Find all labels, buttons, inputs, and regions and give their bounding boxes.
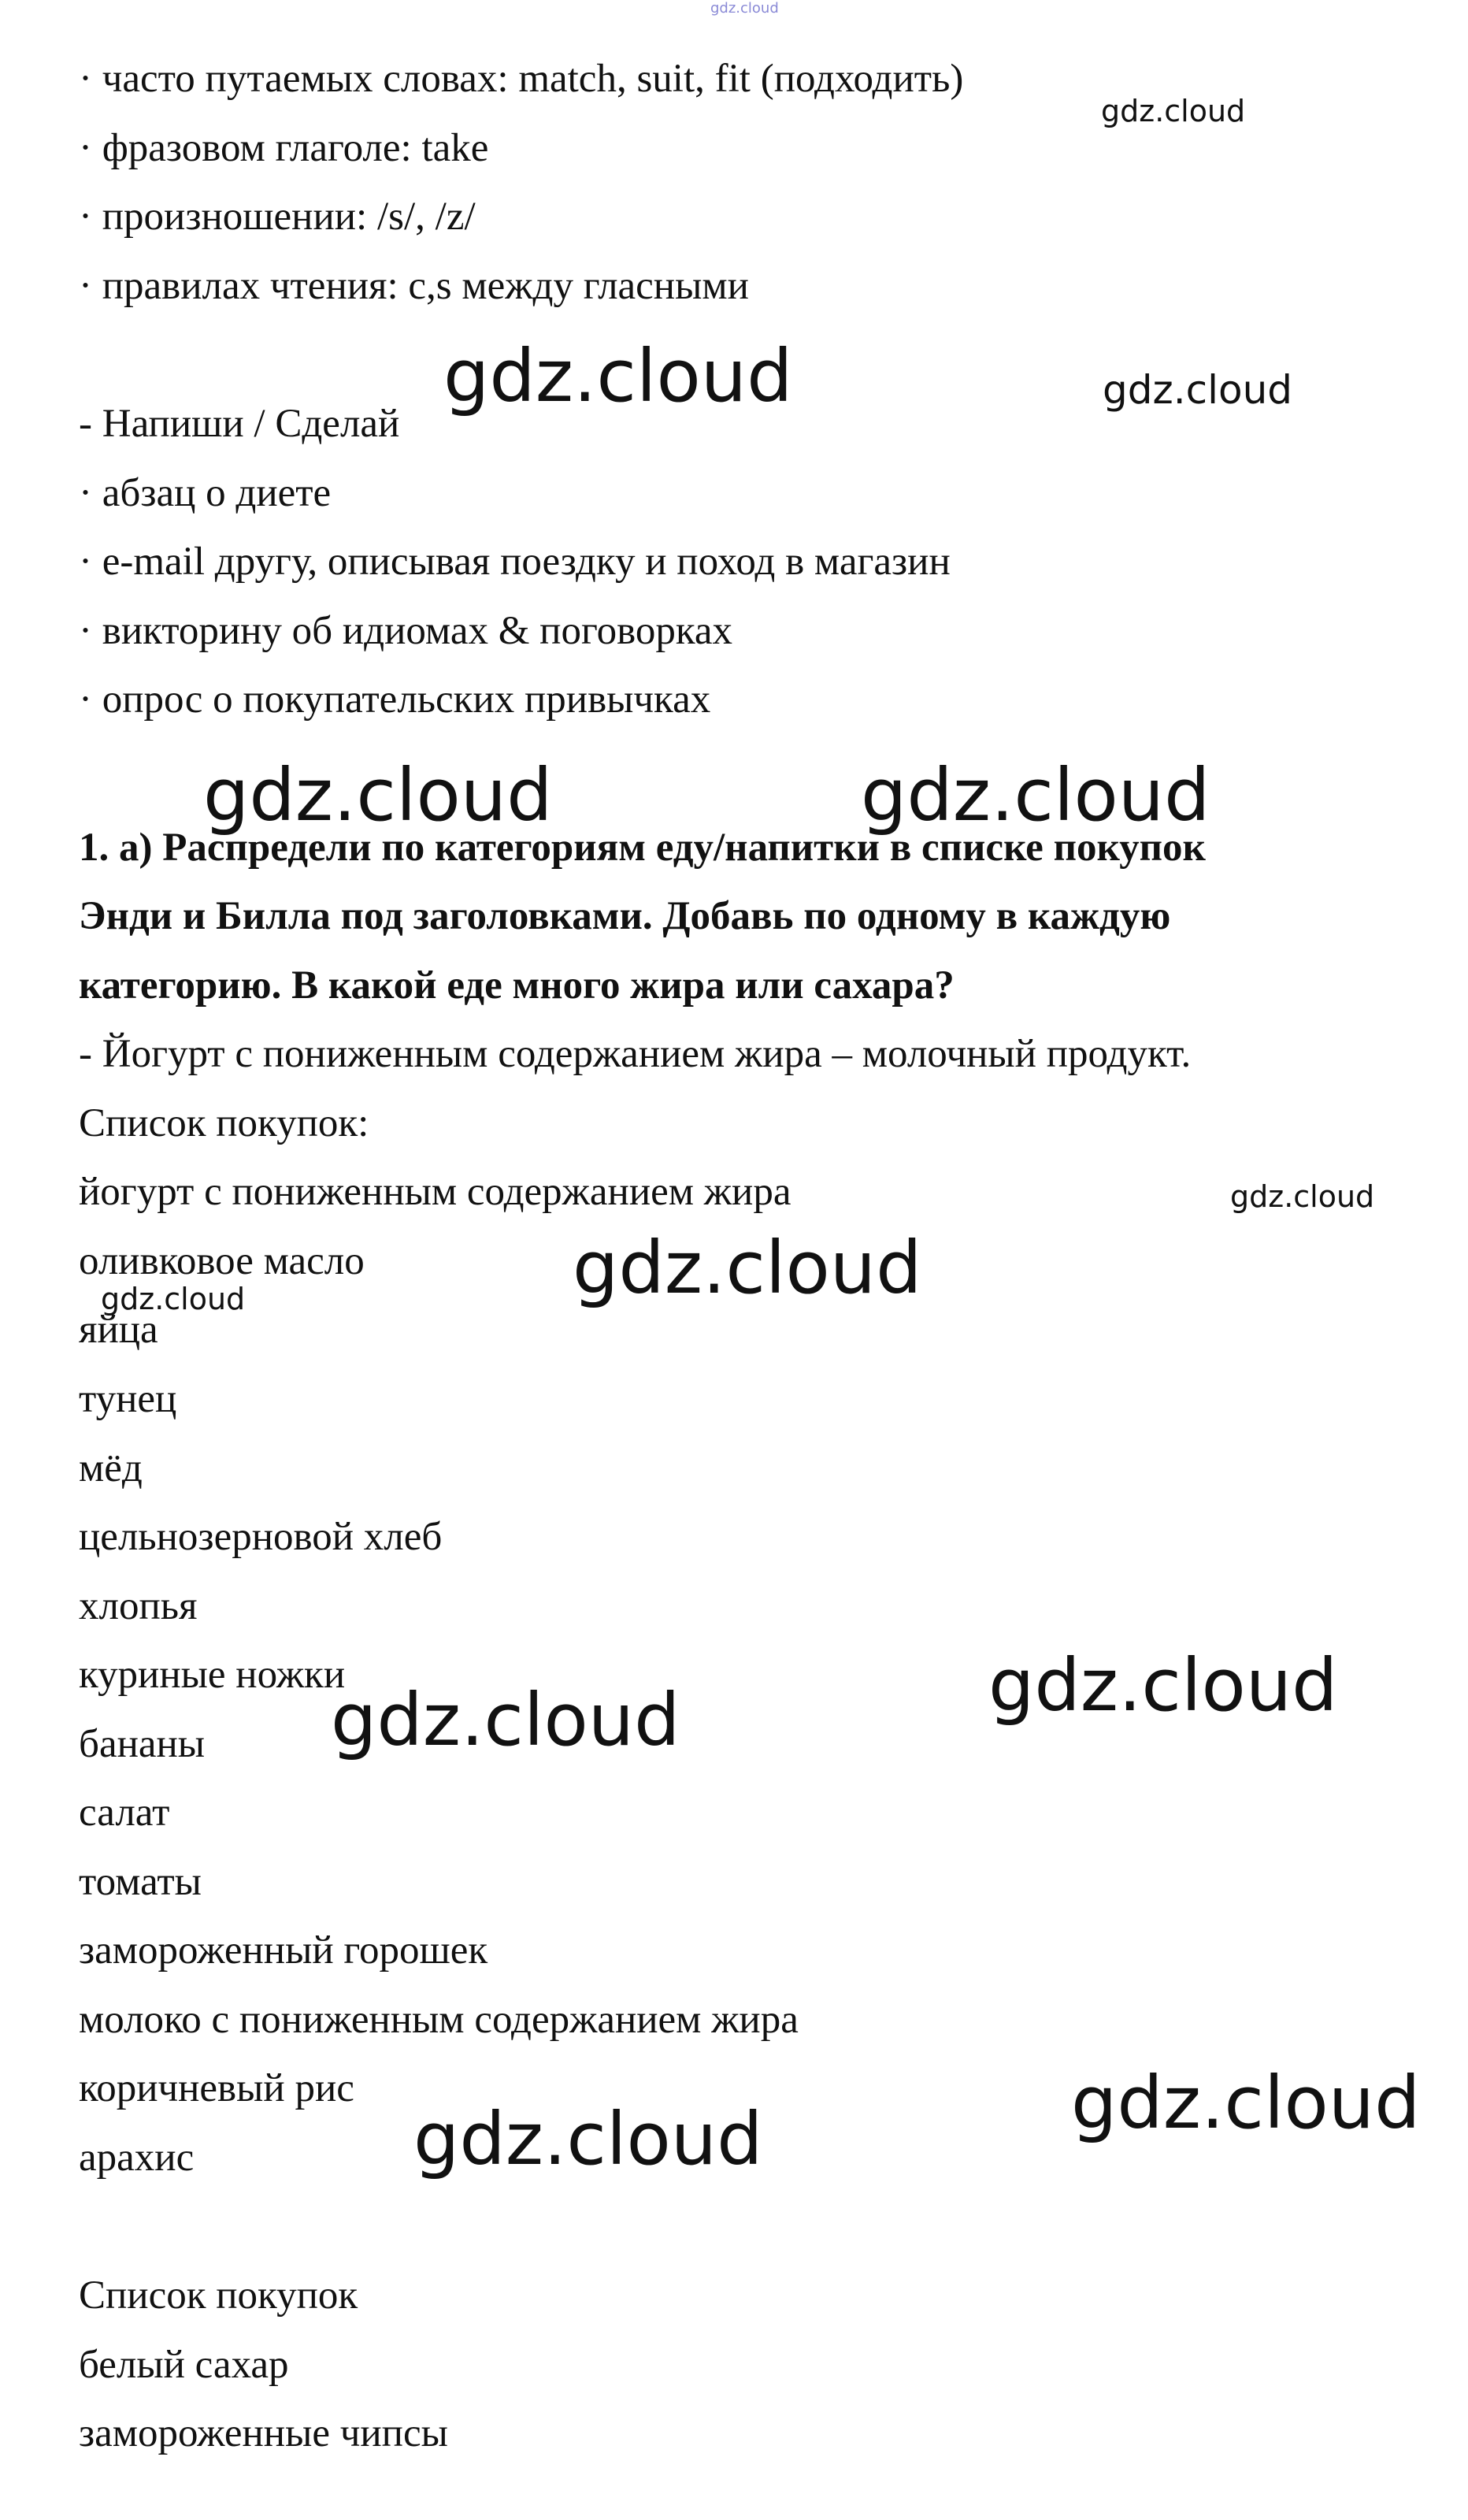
watermark: gdz.cloud: [413, 2097, 763, 2181]
list-item: белый сахар: [79, 2343, 289, 2387]
task-line-email: · e-mail другу, описывая поездку и поход в магазин: [79, 540, 951, 584]
list-item: томаты: [79, 1860, 202, 1904]
shopping-list-title: Список покупок:: [79, 1101, 369, 1145]
watermark: gdz.cloud: [203, 753, 553, 837]
list-item: замороженные чипсы: [79, 2411, 448, 2455]
topic-line-confusing-words: · часто путаемых словах: match, suit, fit (подходить): [79, 57, 964, 101]
watermark: gdz.cloud: [988, 1643, 1338, 1728]
watermark: gdz.cloud: [573, 1226, 922, 1310]
watermark: gdz.cloud: [861, 753, 1210, 837]
watermark: gdz.cloud: [331, 1678, 680, 1762]
topic-line-reading-rules: · правилах чтения: c,s между гласными: [79, 264, 749, 308]
list-item: цельнозерновой хлеб: [79, 1515, 443, 1559]
list-item: хлопья: [79, 1584, 198, 1628]
watermark: gdz.cloud: [1230, 1179, 1375, 1214]
watermark: gdz.cloud: [1103, 367, 1293, 413]
exercise-answer: - Йогурт с пониженным содержанием жира – молочный продукт.: [79, 1032, 1192, 1076]
list-item: арахис: [79, 2136, 195, 2180]
task-line-quiz: · викторину об идиомах & поговорках: [79, 609, 732, 653]
watermark: gdz.cloud: [443, 334, 793, 418]
shopping-list-2-title: Список покупок: [79, 2273, 358, 2318]
list-item: тунец: [79, 1377, 177, 1421]
watermark: gdz.cloud: [710, 0, 779, 17]
topic-line-phrasal-verb: · фразовом глаголе: take: [79, 126, 489, 170]
exercise-heading-line-3: категорию. В какой еде много жира или сахара?: [79, 963, 955, 1008]
watermark: gdz.cloud: [101, 1282, 246, 1316]
write-do-heading: - Напиши / Сделай: [79, 402, 400, 446]
watermark: gdz.cloud: [1101, 94, 1246, 128]
task-line-diet-paragraph: · абзац о диете: [79, 471, 332, 515]
topic-line-pronunciation: · произношении: /s/, /z/: [79, 195, 476, 239]
list-item: яйца: [79, 1308, 158, 1352]
list-item: молоко с пониженным содержанием жира: [79, 1998, 799, 2042]
list-item: коричневый рис: [79, 2066, 354, 2110]
list-item: йогурт с пониженным содержанием жира: [79, 1170, 791, 1214]
list-item: салат: [79, 1791, 170, 1835]
list-item: мёд: [79, 1446, 143, 1490]
list-item: замороженный горошек: [79, 1928, 488, 1973]
task-line-survey: · опрос о покупательских привычках: [79, 677, 711, 722]
list-item: бананы: [79, 1722, 206, 1766]
watermark: gdz.cloud: [1071, 2061, 1421, 2145]
list-item: оливковое масло: [79, 1239, 365, 1283]
exercise-heading-line-2: Энди и Билла под заголовками. Добавь по одному в каждую: [79, 894, 1171, 938]
exercise-heading-line-1: 1. a) Распредели по категориям еду/напитки в списке покупок: [79, 826, 1206, 870]
list-item: куриные ножки: [79, 1653, 346, 1697]
